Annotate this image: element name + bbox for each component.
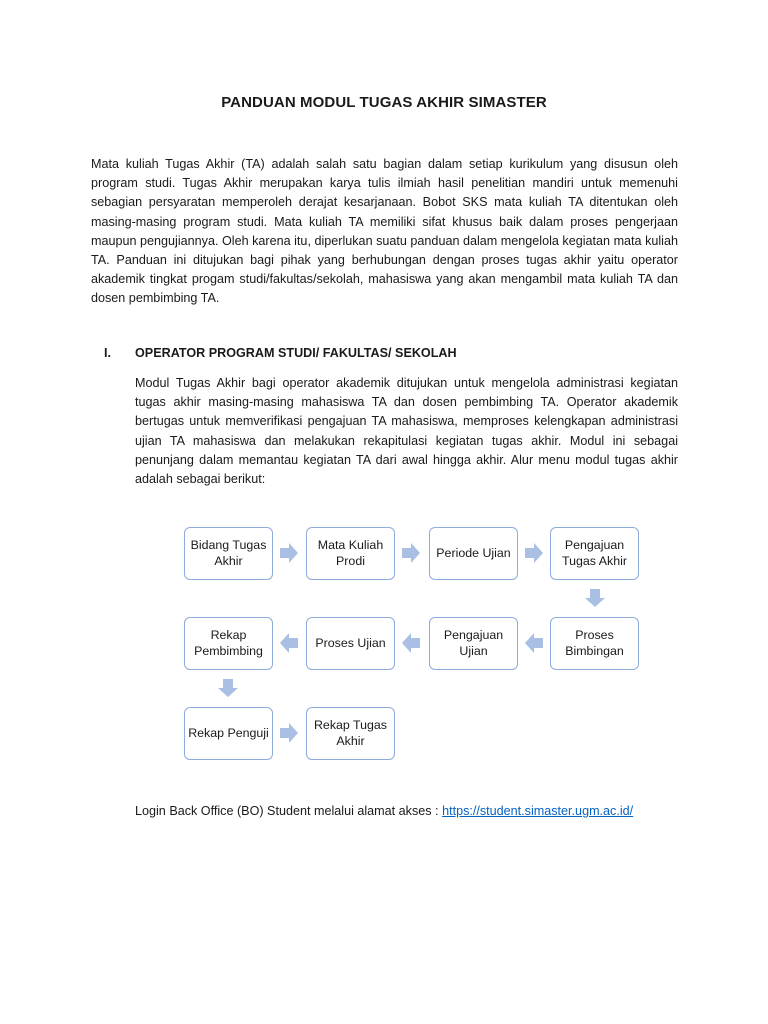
section-number: I. xyxy=(104,346,111,360)
arrow-right-icon xyxy=(525,543,543,563)
login-link[interactable]: https://student.simaster.ugm.ac.id/ xyxy=(442,804,634,818)
arrow-left-icon xyxy=(280,633,298,653)
intro-paragraph: Mata kuliah Tugas Akhir (TA) adalah salah satu bagian dalam setiap kurikulum yang disusun oleh program studi. Tugas Akhir merupakan karya tulis ilmiah hasil penelitian mandiri untuk memenuhi sebagian persyaratan memperoleh derajat kesarjanaan. Bobot SKS mata kuliah TA ditentukan oleh masing-masing program studi. Mata kuliah TA memiliki sifat khusus baik dalam proses pengerjaan maupun pengujiannya. Oleh karena itu, diperlukan suatu panduan dalam mengelola kegiatan mata kuliah TA. Panduan ini ditujukan bagi pihak yang berhubungan dengan proses tugas akhir yaitu operator akademik tingkat progam studi/fakultas/sekolah, mahasiswa yang akan mengambil mata kuliah TA dan dosen pembimbing TA. xyxy=(91,157,678,306)
document-title: PANDUAN MODUL TUGAS AKHIR SIMASTER xyxy=(221,94,547,111)
arrow-left-icon xyxy=(402,633,420,653)
flow-step-rekap-pembimbing: Rekap Pembimbing xyxy=(184,617,273,670)
flow-step-bidang-tugas-akhir: Bidang Tugas Akhir xyxy=(184,527,273,580)
section-paragraph: Modul Tugas Akhir bagi operator akademik ditujukan untuk mengelola administrasi kegiatan tugas akhir masing-masing mahasiswa TA dan dosen pembimbing TA. Operator akademik bertugas untuk memverifikasi pengajuan TA mahasiswa, memproses kelengkapan administrasi ujian TA mahasiswa dan melakukan rekapitulasi kegiatan tugas akhir. Modul ini sebagai penunjang dalam memantau kegiatan TA dari awal hingga akhir. Alur menu modul tugas akhir adalah sebagai berikut: xyxy=(135,376,678,487)
flow-step-pengajuan-tugas-akhir: Pengajuan Tugas Akhir xyxy=(550,527,639,580)
flow-step-pengajuan-ujian: Pengajuan Ujian xyxy=(429,617,518,670)
arrow-right-icon xyxy=(280,723,298,743)
arrow-left-icon xyxy=(525,633,543,653)
arrow-down-icon xyxy=(218,679,238,697)
flow-step-rekap-tugas-akhir: Rekap Tugas Akhir xyxy=(306,707,395,760)
flow-step-mata-kuliah-prodi: Mata Kuliah Prodi xyxy=(306,527,395,580)
login-line xyxy=(135,804,735,818)
arrow-right-icon xyxy=(280,543,298,563)
flow-step-proses-bimbingan: Proses Bimbingan xyxy=(550,617,639,670)
flow-step-rekap-penguji: Rekap Penguji xyxy=(184,707,273,760)
section-title: OPERATOR PROGRAM STUDI/ FAKULTAS/ SEKOLAH xyxy=(135,346,457,360)
arrow-right-icon xyxy=(402,543,420,563)
flow-step-proses-ujian: Proses Ujian xyxy=(306,617,395,670)
login-text: Login Back Office (BO) Student melalui alamat akses : xyxy=(135,804,443,818)
flow-step-periode-ujian: Periode Ujian xyxy=(429,527,518,580)
arrow-down-icon xyxy=(585,589,605,607)
section-heading xyxy=(104,346,704,360)
